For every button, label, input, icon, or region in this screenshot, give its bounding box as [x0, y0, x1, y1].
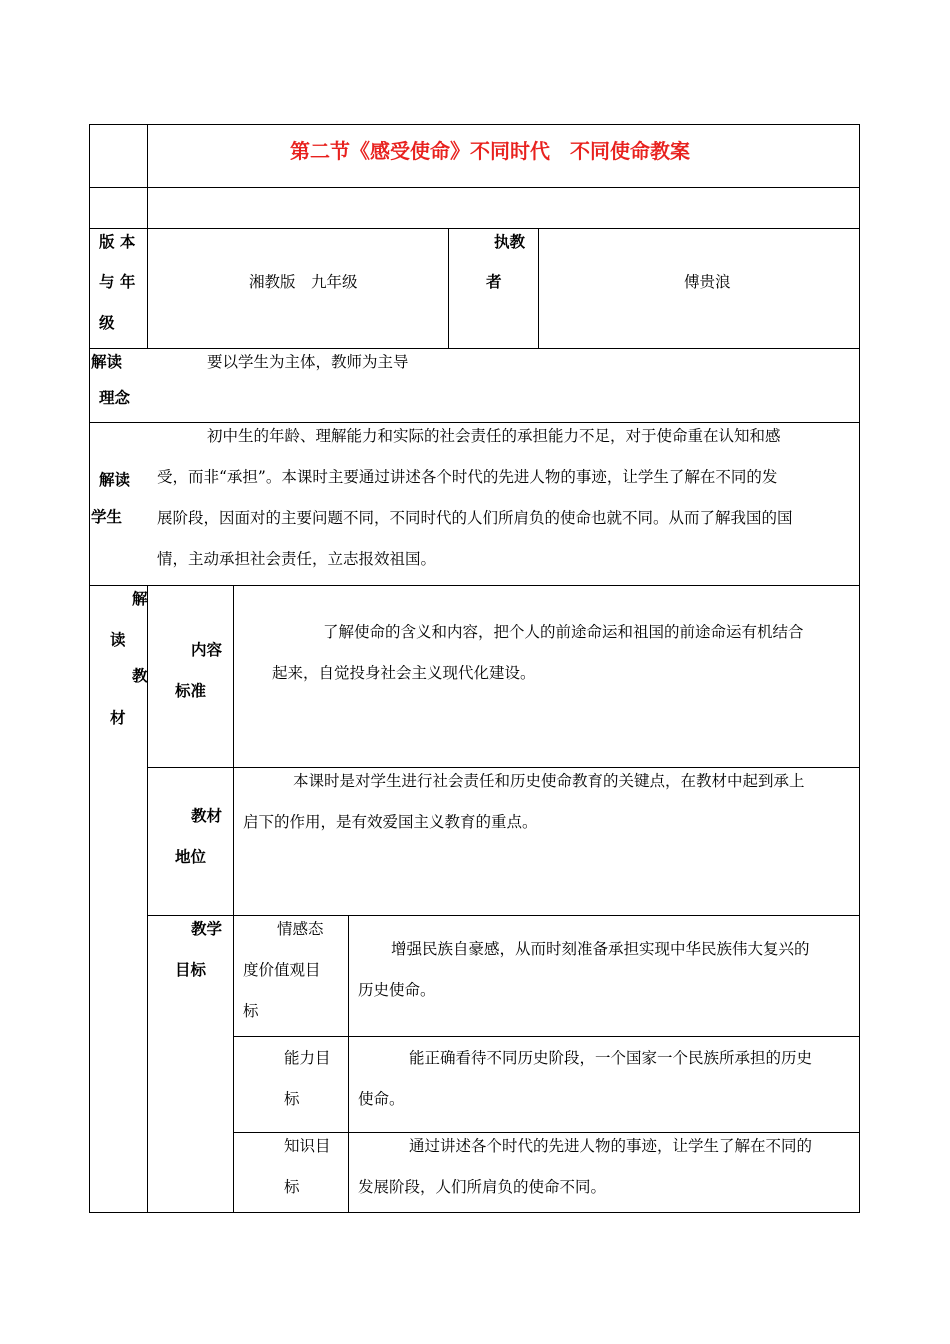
grid-line — [89, 124, 90, 1213]
students-text-line: 展阶段，因面对的主要问题不同，不同时代的人们所肩负的使命也就不同。从而了解我国的国 — [157, 509, 793, 527]
emotion-goal-label-line: 度价值观目 — [243, 961, 321, 979]
students-text-line: 受，而非“承担”。本课时主要通过讲述各个时代的先进人物的事迹，让学生了解在不同的发 — [157, 468, 778, 486]
grid-line — [147, 124, 148, 348]
grid-line — [147, 767, 860, 768]
emotion-goal-text-line: 增强民族自豪感，从而时刻准备承担实现中华民族伟大复兴的 — [391, 940, 810, 958]
concept-label-line: 解读 — [91, 352, 123, 371]
knowledge-goal-text-line: 通过讲述各个时代的先进人物的事迹，让学生了解在不同的 — [409, 1137, 813, 1155]
materials-label-char: 教 — [132, 666, 148, 685]
position-text-line: 本课时是对学生进行社会责任和历史使命教育的关键点，在教材中起到承上 — [293, 772, 805, 790]
knowledge-goal-label-line: 标 — [284, 1178, 300, 1196]
materials-label-char: 解 — [132, 589, 148, 608]
grid-line — [348, 915, 349, 1213]
teacher-name: 傅贵浪 — [684, 273, 731, 291]
grid-line — [233, 1036, 860, 1037]
ability-goal-text-line: 使命。 — [358, 1090, 405, 1108]
grid-line — [89, 1212, 860, 1213]
edition-label-line: 级 — [99, 313, 115, 332]
grid-line — [538, 228, 539, 348]
materials-label-char: 材 — [110, 708, 126, 727]
grid-line — [233, 1132, 860, 1133]
grid-line — [89, 585, 860, 586]
knowledge-goal-text-line: 发展阶段，人们所肩负的使命不同。 — [358, 1178, 607, 1196]
content-standard-text-line: 起来，自觉投身社会主义现代化建设。 — [272, 664, 536, 682]
position-label-line: 教材 — [191, 806, 223, 825]
content-standard-text-line: 了解使命的含义和内容，把个人的前途命运和祖国的前途命运有机结合 — [323, 623, 804, 641]
edition-value: 湘教版 九年级 — [249, 273, 358, 291]
position-label-line: 地位 — [175, 847, 207, 866]
concept-text: 要以学生为主体，教师为主导 — [207, 353, 409, 371]
students-text-line: 初中生的年龄、理解能力和实际的社会责任的承担能力不足，对于使命重在认知和感 — [207, 427, 781, 445]
teacher-label-line: 者 — [486, 272, 502, 291]
grid-line — [859, 124, 860, 1213]
knowledge-goal-label-line: 知识目 — [284, 1137, 331, 1155]
grid-line — [89, 228, 860, 229]
edition-label-line: 版 本 — [99, 232, 136, 251]
content-standard-label-line: 内容 — [191, 640, 223, 659]
grid-line — [89, 187, 860, 188]
content-standard-label-line: 标准 — [175, 681, 207, 700]
grid-line — [448, 228, 449, 348]
edition-label-line: 与 年 — [99, 272, 136, 291]
materials-label-char: 读 — [110, 630, 126, 649]
students-label-line: 学生 — [91, 507, 123, 526]
ability-goal-label-line: 能力目 — [284, 1049, 331, 1067]
goals-label-line: 目标 — [175, 960, 207, 979]
grid-line — [147, 915, 860, 916]
grid-line — [89, 422, 860, 423]
ability-goal-text-line: 能正确看待不同历史阶段，一个国家一个民族所承担的历史 — [409, 1049, 813, 1067]
emotion-goal-label-line: 标 — [243, 1002, 259, 1020]
grid-line — [233, 585, 234, 1213]
position-text-line: 启下的作用，是有效爱国主义教育的重点。 — [243, 813, 538, 831]
emotion-goal-text-line: 历史使命。 — [358, 981, 436, 999]
ability-goal-label-line: 标 — [284, 1090, 300, 1108]
goals-label-line: 教学 — [191, 919, 223, 938]
grid-line — [89, 124, 860, 125]
concept-label-line: 理念 — [99, 388, 131, 407]
students-label-line: 解读 — [99, 470, 131, 489]
students-text-line: 情，主动承担社会责任，立志报效祖国。 — [157, 550, 437, 568]
teacher-label-line: 执教 — [494, 232, 526, 251]
emotion-goal-label-line: 情感态 — [277, 920, 324, 938]
page-title: 第二节《感受使命》不同时代 不同使命教案 — [290, 139, 690, 163]
grid-line — [89, 348, 860, 349]
